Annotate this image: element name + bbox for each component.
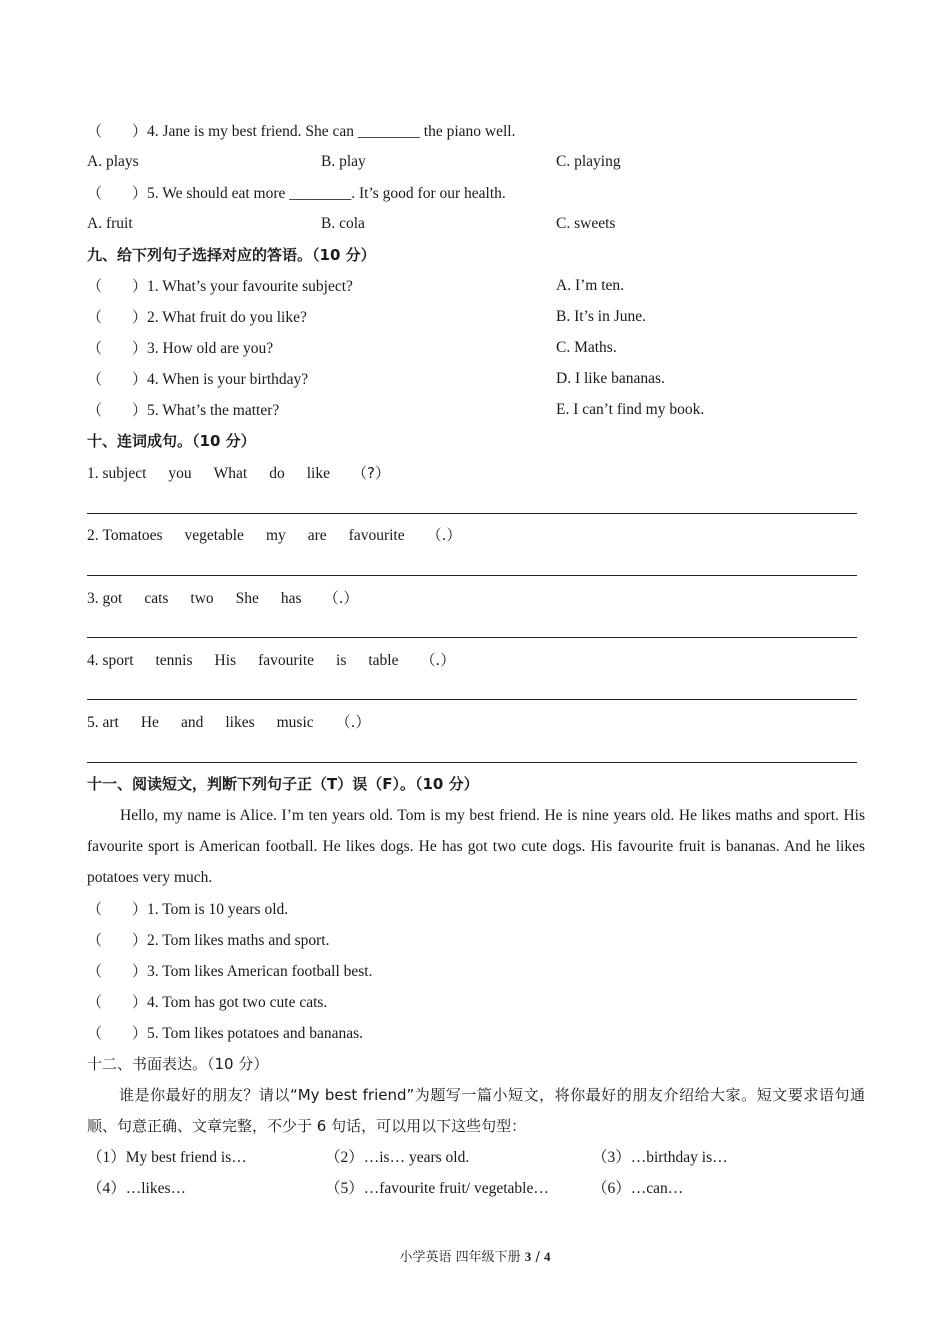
word: Tomatoes — [102, 527, 163, 544]
answer-paren[interactable]: （ ） — [87, 993, 148, 1011]
match-answer: E. I can’t find my book. — [556, 401, 705, 418]
answer-paren[interactable]: （ ） — [87, 277, 148, 295]
match-item-2 — [87, 307, 307, 328]
word: music — [276, 714, 314, 731]
answer-paren[interactable]: （ ） — [87, 339, 148, 357]
word: my — [265, 527, 286, 544]
word: cats — [144, 590, 169, 607]
punct-hint: （.） — [426, 526, 462, 544]
pattern-6: （6）…can… — [592, 1180, 684, 1197]
word: subject — [102, 465, 147, 482]
word: favourite — [348, 527, 405, 544]
footer-title: 小学英语 四年级下册 — [399, 1250, 521, 1265]
punct-hint: （.） — [323, 589, 359, 607]
word: favourite — [258, 652, 315, 669]
page-number: 3 — [524, 1249, 532, 1264]
tf-statement: 1. Tom is 10 years old. — [147, 901, 289, 918]
word: What — [213, 465, 248, 482]
option-a: A. plays — [87, 153, 139, 170]
word: like — [306, 465, 330, 482]
section-10-title: 十、连词成句。（10 分） — [87, 432, 256, 450]
match-answer: C. Maths. — [556, 339, 617, 356]
option-b: B. cola — [321, 215, 365, 232]
pattern-1: （1）My best friend is… — [87, 1149, 247, 1166]
item-number: 3. — [87, 590, 99, 607]
option-c: C. playing — [556, 153, 621, 170]
answer-paren[interactable]: （ ） — [87, 962, 148, 980]
word: has — [280, 590, 302, 607]
mc-question-5 — [87, 183, 506, 204]
answer-paren[interactable]: （ ） — [87, 900, 148, 918]
answer-paren[interactable]: （ ） — [87, 122, 148, 140]
reorder-item-2 — [87, 525, 461, 546]
tf-statement: 2. Tom likes maths and sport. — [147, 932, 330, 949]
word: art — [102, 714, 119, 731]
writing-prompt: 谁是你最好的朋友？请以“My best friend”为题写一篇小短文，将你最好的朋友介绍给大家。短文要求语句通顺、句意正确、文章完整，不少于 6 句话，可以用以下这些句型： — [87, 1086, 865, 1135]
answer-paren[interactable]: （ ） — [87, 308, 148, 326]
match-question: 1. What’s your favourite subject? — [147, 278, 353, 295]
section-9-title: 九、给下列句子选择对应的答语。（10 分） — [87, 246, 376, 264]
tf-statement: 3. Tom likes American football best. — [147, 963, 373, 980]
word: vegetable — [184, 527, 244, 544]
word: table — [368, 652, 399, 669]
reorder-item-5 — [87, 712, 370, 733]
pattern-2: （2）…is… years old. — [325, 1149, 470, 1166]
section-12-title: 十二、书面表达。（10 分） — [87, 1055, 269, 1073]
item-number: 2. — [87, 527, 99, 544]
option-a: A. fruit — [87, 215, 133, 232]
word: you — [168, 465, 192, 482]
answer-paren[interactable]: （ ） — [87, 931, 148, 949]
item-number: 1. — [87, 465, 99, 482]
match-question: 3. How old are you? — [147, 340, 274, 357]
option-b: B. play — [321, 153, 366, 170]
punct-hint: （.） — [420, 651, 456, 669]
tf-item-3 — [87, 961, 373, 982]
match-answer: B. It’s in June. — [556, 308, 646, 325]
punct-hint: （.） — [335, 713, 371, 731]
pattern-5: （5）…favourite fruit/ vegetable… — [325, 1180, 549, 1197]
item-number: 4. — [87, 652, 99, 669]
match-item-3 — [87, 338, 273, 359]
answer-paren[interactable]: （ ） — [87, 370, 148, 388]
answer-line[interactable] — [87, 699, 857, 700]
answer-paren[interactable]: （ ） — [87, 401, 148, 419]
word: likes — [225, 714, 255, 731]
match-item-4 — [87, 369, 308, 390]
word: two — [190, 590, 214, 607]
word: His — [214, 652, 237, 669]
tf-item-1 — [87, 899, 288, 920]
match-question: 5. What’s the matter? — [147, 402, 280, 419]
word: and — [180, 714, 204, 731]
answer-line[interactable] — [87, 513, 857, 514]
page-total: 4 — [543, 1249, 551, 1264]
section-11-title: 十一、阅读短文，判断下列句子正（T）误（F）。（10 分） — [87, 775, 479, 793]
reorder-item-3 — [87, 588, 358, 609]
mc-question-4 — [87, 121, 515, 142]
tf-statement: 5. Tom likes potatoes and bananas. — [147, 1025, 364, 1042]
page-footer — [0, 1246, 950, 1265]
item-number: 5. — [87, 714, 99, 731]
word: got — [102, 590, 123, 607]
word: is — [336, 652, 347, 669]
match-answer: D. I like bananas. — [556, 370, 665, 387]
question-text: 5. We should eat more ________. It’s good for our health. — [147, 185, 506, 202]
match-item-5 — [87, 400, 279, 421]
word: He — [140, 714, 159, 731]
tf-statement: 4. Tom has got two cute cats. — [147, 994, 328, 1011]
answer-paren[interactable]: （ ） — [87, 1024, 148, 1042]
reading-passage: Hello, my name is Alice. I’m ten years old. Tom is my best friend. He is nine years old. He likes maths and sport. His favourite sport is American football. He likes dogs. He has got two cute dogs. His favourite fruit is bananas. And he likes potatoes very much. — [87, 807, 865, 886]
answer-line[interactable] — [87, 575, 857, 576]
answer-line[interactable] — [87, 762, 857, 763]
reorder-item-4 — [87, 650, 455, 671]
reorder-item-1 — [87, 463, 390, 484]
word: sport — [102, 652, 134, 669]
word: tennis — [155, 652, 193, 669]
question-text: 4. Jane is my best friend. She can ________ the piano well. — [147, 123, 516, 140]
answer-line[interactable] — [87, 637, 857, 638]
match-question: 4. When is your birthday? — [147, 371, 309, 388]
match-item-1 — [87, 276, 353, 297]
tf-item-4 — [87, 992, 327, 1013]
pattern-3: （3）…birthday is… — [592, 1149, 728, 1166]
answer-paren[interactable]: （ ） — [87, 184, 148, 202]
tf-item-5 — [87, 1023, 363, 1044]
tf-item-2 — [87, 930, 329, 951]
punct-hint: （?） — [351, 464, 390, 482]
word: She — [235, 590, 259, 607]
pattern-4: （4）…likes… — [87, 1180, 187, 1197]
word: do — [269, 465, 285, 482]
word: are — [307, 527, 327, 544]
option-c: C. sweets — [556, 215, 616, 232]
page-separator: / — [535, 1250, 540, 1265]
match-question: 2. What fruit do you like? — [147, 309, 307, 326]
match-answer: A. I’m ten. — [556, 277, 625, 294]
